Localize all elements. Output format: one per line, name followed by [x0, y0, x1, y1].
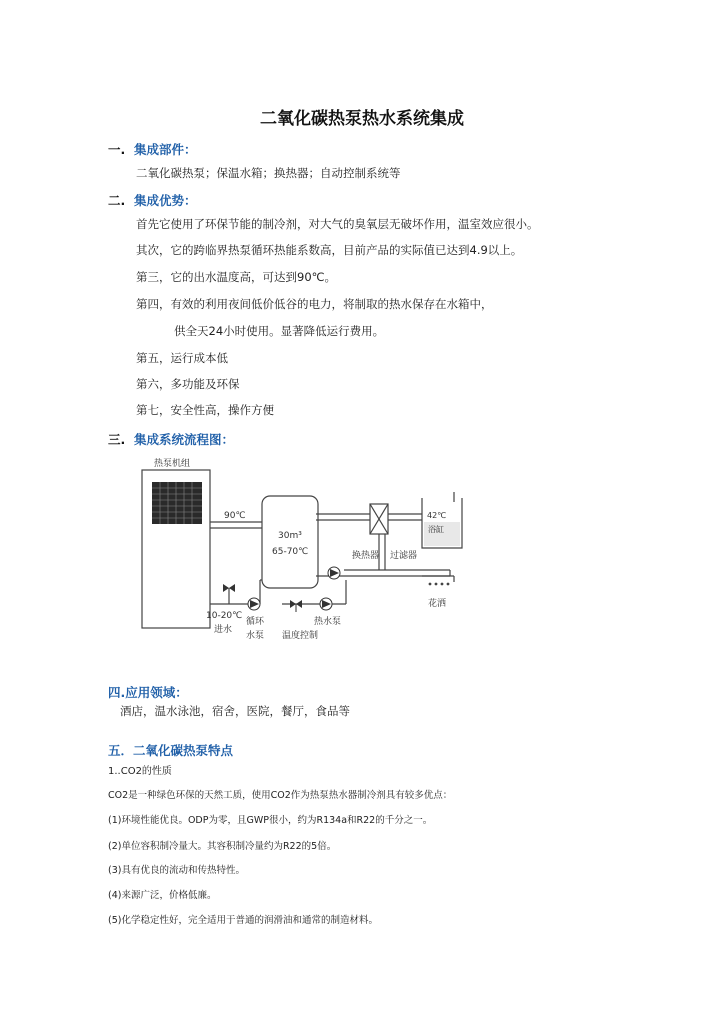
heat-exchanger-label: 换热器: [352, 551, 380, 561]
page-title: 二氧化碳热泵热水系统集成: [260, 109, 464, 129]
section-4-heading: 四.应用领域：: [108, 685, 188, 700]
inlet-label: 进水: [214, 625, 233, 635]
section-4-content: 酒店，温水泳池，宿舍，医院，餐厅，食品等: [120, 704, 350, 718]
filter-label: 过滤器: [390, 551, 418, 561]
hot-water-pump-label: 热水泵: [314, 617, 342, 627]
heat-pump-label: 热泵机组: [154, 459, 191, 469]
shower-label: 花洒: [428, 599, 447, 609]
advantage-item: 第六，多功能及环保: [136, 377, 240, 391]
advantage-item: 其次，它的跨临界热泵循环热能系数高，目前产品的实际值已达到4.9以上。: [136, 243, 523, 257]
section-3-label: 集成系统流程图：: [133, 432, 234, 447]
advantage-item-continued: 供全天24小时使用。显著降低运行费用。: [174, 324, 385, 338]
heat-pump-grille: [152, 482, 202, 524]
advantage-item: 第五，运行成本低: [136, 351, 228, 365]
system-flow-diagram: [132, 452, 482, 652]
inlet-temp-label: 10-20℃: [206, 611, 243, 621]
feature-point: (5)化学稳定性好，完全适用于普通的润滑油和通常的制造材料。: [108, 915, 378, 926]
section-2-heading: [108, 191, 196, 209]
section-2-label: 集成优势：: [133, 193, 197, 208]
circulation-pump-label-2: 水泵: [246, 631, 265, 641]
section-2-number: 二.: [108, 193, 126, 208]
section-5-heading: 五．二氧化碳热泵特点: [108, 743, 234, 758]
tank-temp-label: 65-70℃: [272, 547, 309, 557]
section-3-heading: [108, 430, 234, 448]
feature-point: (3)具有优良的流动和传热特性。: [108, 865, 245, 876]
pipe-temp-label: 90℃: [224, 511, 246, 521]
section-5-subheading: 1..CO2的性质: [108, 766, 172, 777]
section-1-content: 二氧化碳热泵；保温水箱；换热器；自动控制系统等: [136, 166, 401, 180]
advantage-item: 第四，有效的利用夜间低价低谷的电力，将制取的热水保存在水箱中，: [136, 297, 493, 311]
section-3-number: 三.: [108, 432, 126, 447]
advantage-item: 第七，安全性高，操作方便: [136, 403, 274, 417]
tub-label: 浴缸: [428, 525, 444, 534]
feature-point: (1)环境性能优良。ODP为零，且GWP很小，约为R134a和R22的千分之一。: [108, 815, 433, 826]
advantage-item: 第三，它的出水温度高，可达到90℃。: [136, 270, 337, 284]
feature-point: (2)单位容积制冷量大。其容积制冷量约为R22的5倍。: [108, 841, 337, 852]
section-1-number: 一.: [108, 142, 126, 157]
section-1-label: 集成部件：: [133, 142, 197, 157]
tub-temp-label: 42℃: [427, 511, 447, 520]
advantage-item: 首先它使用了环保节能的制冷剂，对大气的臭氧层无破坏作用，温室效应很小。: [136, 217, 539, 231]
temp-control-label: 温度控制: [282, 631, 319, 641]
section-5-intro: CO2是一种绿色环保的天然工质，使用CO2作为热泵热水器制冷剂具有较多优点：: [108, 790, 453, 801]
feature-point: (4)来源广泛，价格低廉。: [108, 890, 217, 901]
circulation-pump-label-1: 循环: [246, 617, 265, 627]
tank-volume-label: 30m³: [278, 531, 302, 541]
section-1-heading: [108, 140, 196, 158]
storage-tank: [262, 496, 318, 588]
